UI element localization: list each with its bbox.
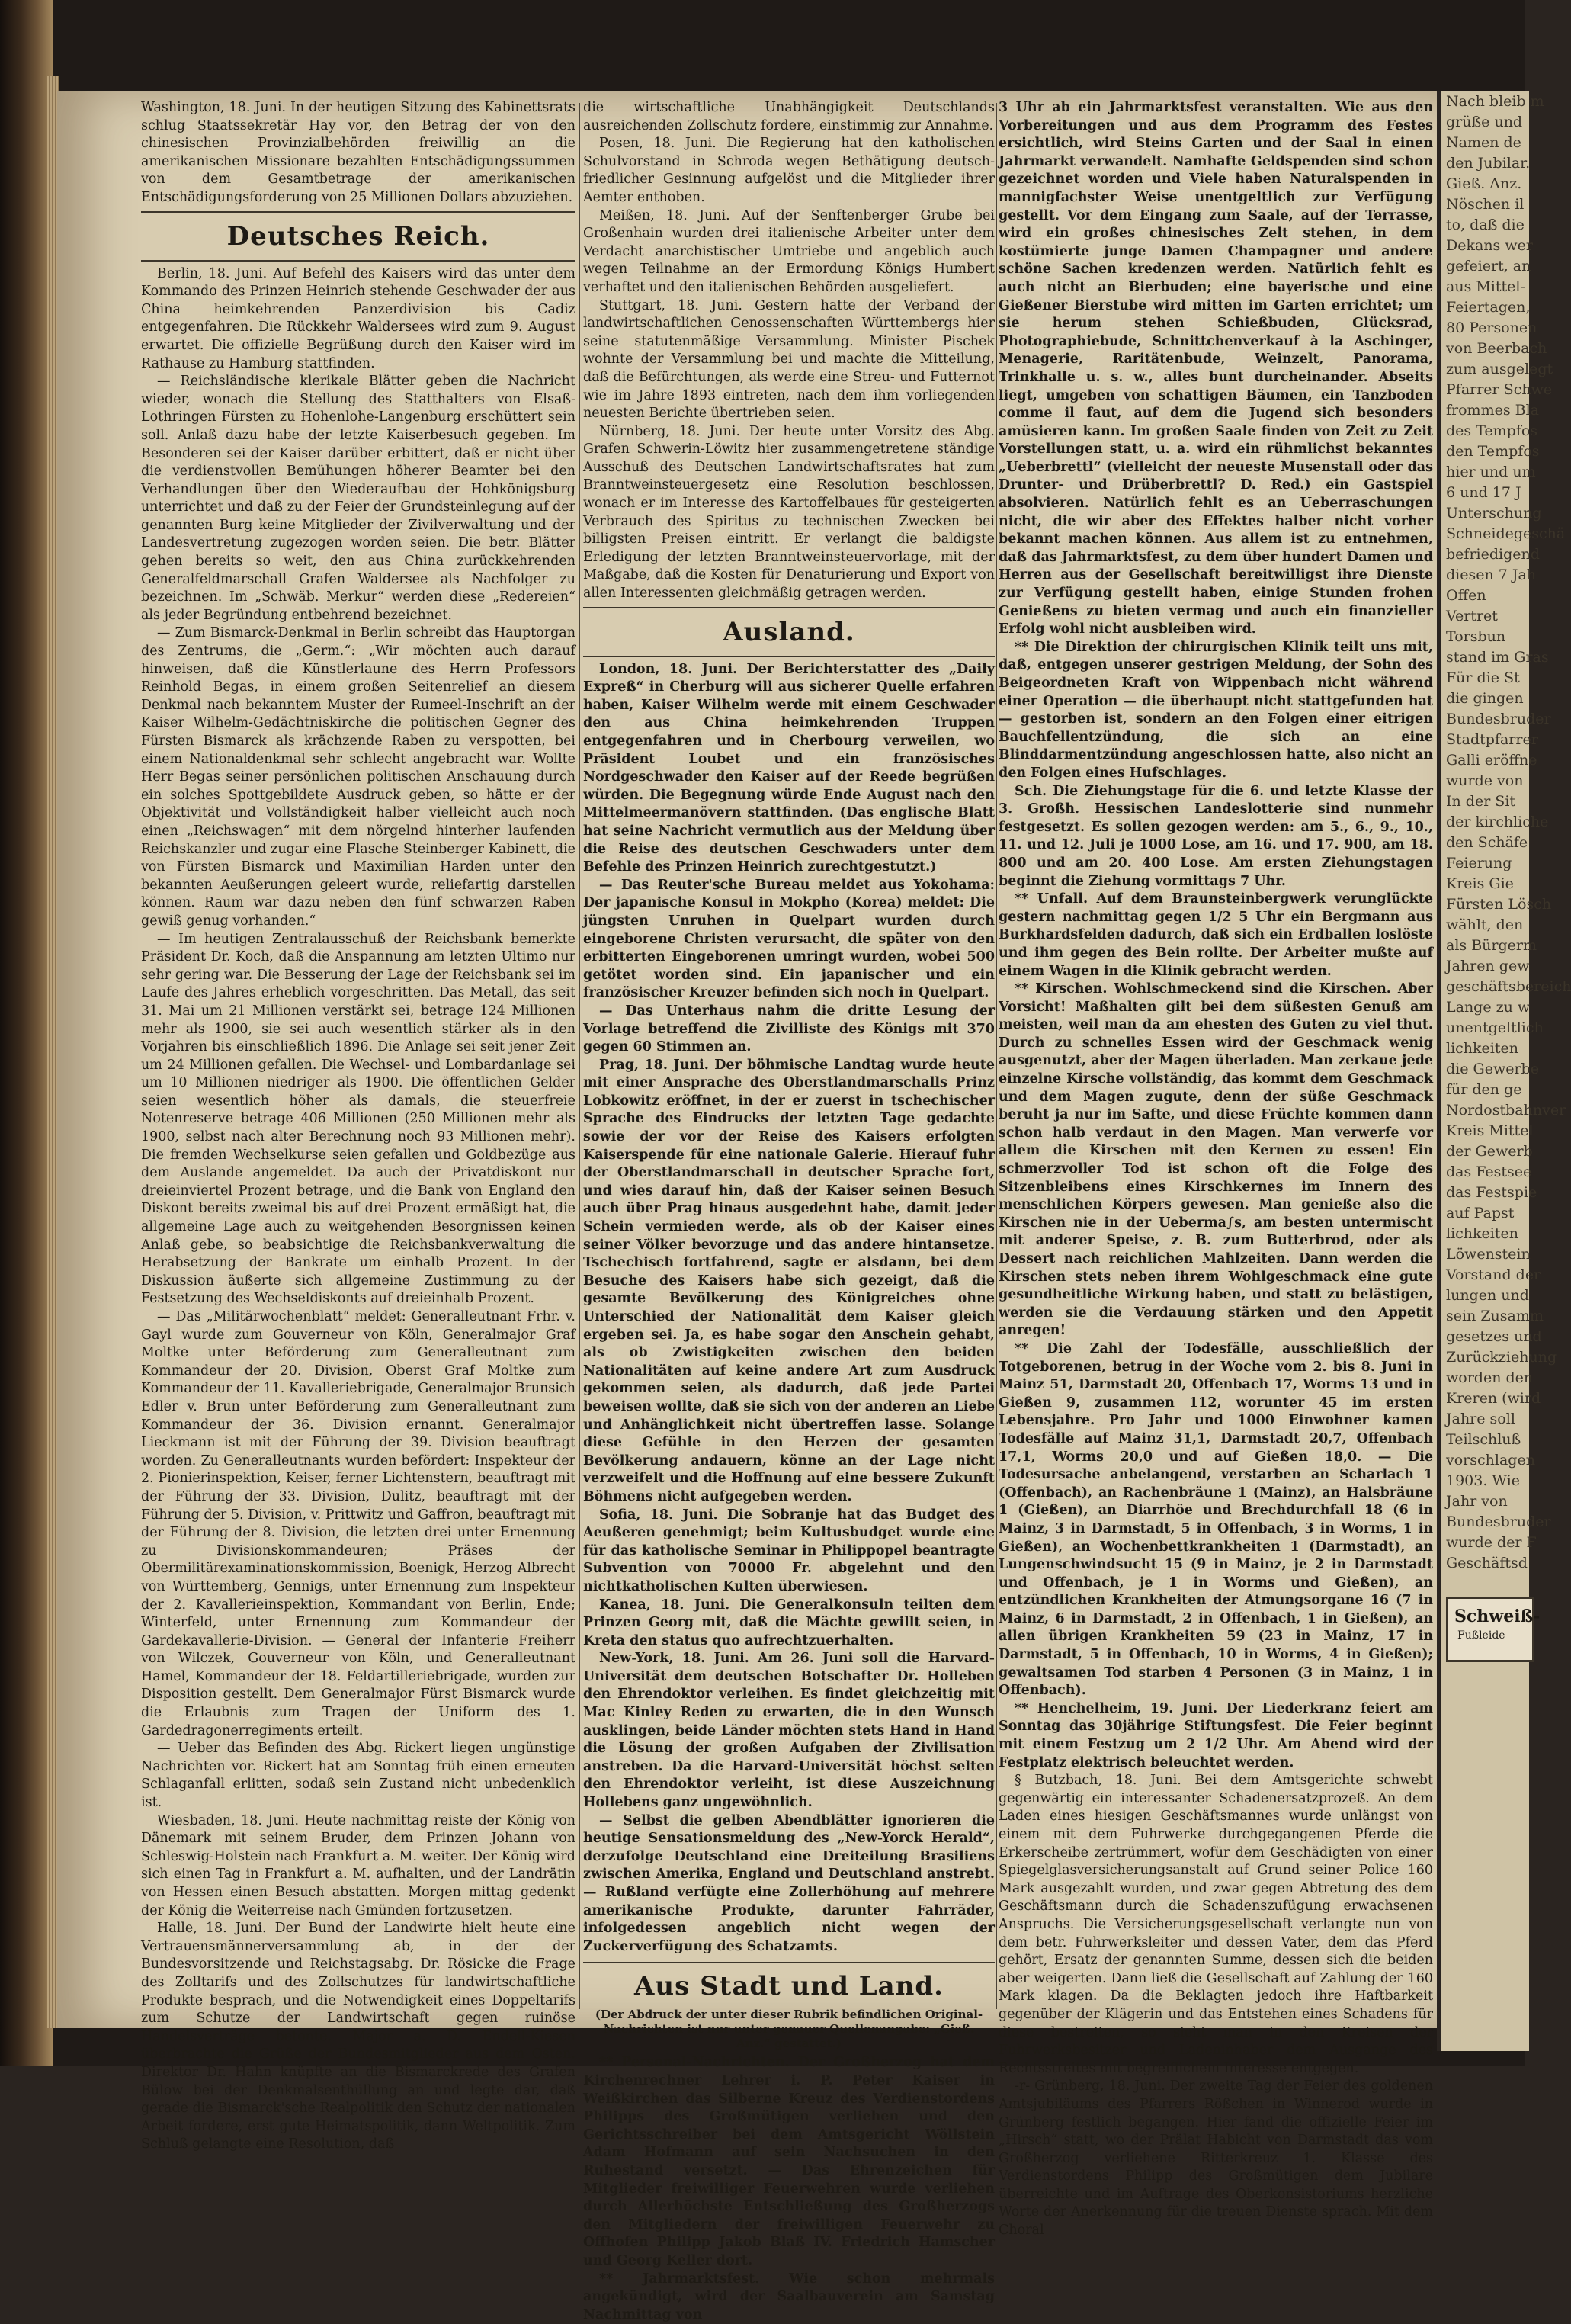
adjacent-text-fragment: vorschlagen: [1446, 1450, 1529, 1471]
adjacent-text-fragment: befriedigend: [1446, 544, 1529, 565]
adjacent-text-fragment: Kreis Mittel: [1446, 1121, 1529, 1141]
adjacent-text-fragment: Schneidegeschä: [1446, 524, 1529, 544]
adjacent-text-fragment: stand im Gras: [1446, 647, 1529, 668]
adjacent-text-fragment: für den ge: [1446, 1080, 1529, 1100]
adjacent-text-fragment: Jahr von: [1446, 1491, 1529, 1512]
divider: [583, 656, 995, 657]
adjacent-text-fragment: to, daß die: [1446, 215, 1529, 236]
adjacent-text-fragment: wurde der F: [1446, 1533, 1529, 1553]
adjacent-text-fragment: Vorstand der: [1446, 1265, 1529, 1286]
adjacent-text-fragment: hier und um: [1446, 462, 1529, 483]
section-title-aus-stadt-und-land: Aus Stadt und Land.: [583, 1966, 995, 2006]
article: — Zum Bismarck-Denkmal in Berlin schreibt das Hauptorgan des Zentrums, die „Germ.“: „Wir möchten auch darauf hinweisen, daß die Künstlerlaune des Herrn Professors Reinhold Begas, in einem großen Seitenrelief an diesem Denkmal nach bekanntem Muster der Rumeel-Inschrift an der Kaiser Wilhelm-Gedächtniskirche die politischen Gegner des Fürsten Bismarck als krächzende Raben zu verspotten, bei einem Nationaldenkmal sehr schlecht angebracht war. Wollte Herr Begas seiner persönlichen politischen Anschauung durch ein solches Spottgebildete Ausdruck geben, so hätte er der Objektivität und Vollständigkeit halber vielleicht auch noch einen „Reichswagen“ mit dem nörgelnd hinterher laufenden Reichskanzler und zugar eine Flasche Steinberger Kabinett, die von Fürsten Bismarck und Maximilian Harden unter den bekannten Aeußerungen geleert wurde, reliefartig darstellen können. Raum war dazu neben den fünf schwarzen Raben gewiß genug vorhanden.“: [141, 624, 575, 930]
adjacent-text-fragment: Kreren (wird: [1446, 1388, 1529, 1409]
adjacent-text-fragment: des Tempfos: [1446, 421, 1529, 441]
adjacent-text-fragment: das Festspie: [1446, 1183, 1529, 1203]
adjacent-text-fragment: Jahren gew: [1446, 956, 1529, 977]
adjacent-text-fragment: zum ausgelegt: [1446, 359, 1529, 380]
adjacent-text-fragment: als Bürgerm: [1446, 936, 1529, 956]
book-spine: [0, 0, 53, 2066]
article: ** Henchelheim, 19. Juni. Der Liederkranz feiert am Sonntag das 30jährige Stiftungsfest. Die Feier beginnt mit einem Festzug um 2 1/2 Uhr. Am Abend wird der Festplatz elektrisch beleuchtet werden.: [999, 1700, 1433, 1772]
article: -r- Grünberg, 18. Juni. Der zweite Tag der Feier des goldenen Amtsjubiläums des Pfarrers Rößchen in Winnerod wurde in Grünberg festlich begangen. Hier fand die offizielle Feier im „Hirsch“ statt, wo der Prälat Habicht von Darmstadt das vom Großherzog verliehene Ritterkreuz 1. Klasse des Verdienstordens Philipp des Großmütigen dem Jubilare überreichte und im Auftrage des Oberkonsistoriums herzliche Worte der Anerkennung für die treuen Dienste sprach. Mit dem Choral: [999, 2078, 1433, 2239]
reprint-notice: (Der Abdruck der unter dieser Rubrik befindlichen Original-Nachrichten ist nur unter genauer Quellenangabe: „Gieß. Anz.“ gestattet.): [583, 2008, 995, 2051]
adjacent-text-fragment: den Tempfos: [1446, 441, 1529, 462]
article: Meißen, 18. Juni. Auf der Senftenberger Grube bei Großenhain wurden drei italienische Arbeiter unter dem Verdacht anarchistischer Umtriebe und angeblich auch wegen Teilnahme an der Ermordung Königs Humbert verhaftet und den italienischen Behörden ausgeliefert.: [583, 207, 995, 297]
adjacent-text-fragment: wählt, den: [1446, 915, 1529, 936]
adjacent-text-fragment: Dekans wer: [1446, 236, 1529, 256]
adjacent-text-fragment: den Jubilar.: [1446, 153, 1529, 174]
adjacent-text-fragment: die gingen: [1446, 689, 1529, 709]
column-3: [999, 99, 1433, 2021]
adjacent-text-fragment: Vertret: [1446, 606, 1529, 627]
adjacent-text-fragment: gefeiert, an: [1446, 256, 1529, 277]
adjacent-text-fragment: aus Mittel-: [1446, 277, 1529, 297]
divider: [583, 607, 995, 608]
column-1: [141, 99, 575, 2021]
adjacent-text-fragment: Zurückziehung: [1446, 1347, 1529, 1368]
adjacent-text-fragment: unentgeltlich: [1446, 1018, 1529, 1038]
column-2: [583, 99, 995, 2021]
adjacent-text-fragment: diesen 7 Jah: [1446, 565, 1529, 586]
article: ** Kirschen. Wohlschmeckend sind die Kirschen. Aber Vorsicht! Maßhalten gilt bei dem süßesten Genuß am meisten, weil man da am ehesten des Guten zu viel thut. Durch zu schnelles Essen wird der Geschmack wenig ausgenutzt, aber der Magen überladen. Man zerkaue jede einzelne Kirsche vollständig, das kommt dem Geschmack und dem Magen zugute, denn der süße Geschmack beruht ja nur im Safte, und diese Früchte kommen dann schon halb verdaut in den Magen. Man verwerfe vor allem die Kirschen mit den Kernen zu essen! Ein schmerzvoller Tod ist schon oft die Folge des Sitzenbleibens eines Kirschkernes im Innern des menschlichen Körpers gewesen. Man genieße also die Kirschen nie in der Ueberma∫s, am besten untermischt mit anderer Speise, z. B. zum Butterbrod, oder als Dessert nach reichlichen Mahlzeiten. Dann werden die Kirschen stets neben ihrem Wohlgeschmack eine gute gesundheitliche Wirkung haben, und statt zu belästigen, werden sie die Verdauung stärken und den Appetit anregen!: [999, 981, 1433, 1340]
adjacent-text-fragment: Teilschluß: [1446, 1430, 1529, 1450]
adjacent-text-fragment: Torsbun: [1446, 627, 1529, 647]
divider: [141, 211, 575, 213]
article: ** Die Direktion der chirurgischen Klinik teilt uns mit, daß, entgegen unserer gestrigen Meldung, der Sohn des Beigeordneten Kraft von Wippenbach nicht während einer Operation — die überhaupt nicht stattgefunden hat — gestorben ist, sondern an den Folgen einer eitrigen Bauchfellentzündung, die sich an eine Blinddarmentzündung angeschlossen hatte, also nicht an den Folgen eines Hufschlages.: [999, 639, 1433, 783]
article: ** Personal-Nachrichten. Der Großherzog hat dem Kirchenrechner Lehrer i. P. Peter Kaiser in Weißkirchen das Silberne Kreuz des Verdienstordens Philipps des Großmütigen verliehen und den Gerichtsschreiber bei dem Amtsgericht Wöllstein Adam Hofmann auf sein Nachsuchen in den Ruhestand versetzt. — Das Ehrenzeichen für Mitglieder freiwilliger Feuerwehren wurde verliehen durch Allerhöchste Entschließung des Großherzogs den Mitgliedern der freiwilligen Feuerwehr zu Offhofen Philipp Jakob Blaß IV. Friedrich Hamscher und Georg Keller dort.: [583, 2054, 995, 2270]
divider: [583, 1960, 995, 1963]
article: Posen, 18. Juni. Die Regierung hat den katholischen Schulvorstand in Schroda wegen Bethätigung deutsch-friedlicher Gesinnung aufgelöst und die Mitglieder ihrer Aemter enthoben.: [583, 135, 995, 207]
adjacent-text-fragment: sein Zusamm: [1446, 1306, 1529, 1327]
adjacent-text-fragment: gesetzes und: [1446, 1327, 1529, 1347]
adjacent-text-fragment: Pfarrer Schwe: [1446, 380, 1529, 400]
article: — Das Reuter'sche Bureau meldet aus Yokohama: Der japanische Konsul in Mokpho (Korea) meldet: Die jüngsten Unruhen in Quelpart wurden durch eingeborene Christen verursacht, die später von den erbitterten Eingeborenen umringt wurden, wobei 500 getötet worden sind. Ein japanischer und ein französischer Kreuzer befinden sich noch in Quelpart.: [583, 877, 995, 1003]
adjacent-text-fragment: Stadtpfarrer: [1446, 730, 1529, 750]
adjacent-text-fragment: Feiertagen,: [1446, 297, 1529, 318]
adjacent-text-fragment: Bundesbruder: [1446, 1512, 1529, 1533]
column-rule-2: [996, 103, 997, 2009]
article: ** Jahrmarktsfest. Wie schon mehrmals angekündigt, wird der Saalbauverein am Samstag Nachmittag von: [583, 2271, 995, 2324]
article: — Im heutigen Zentralausschuß der Reichsbank bemerkte Präsident Dr. Koch, daß die Anspannung am letzten Ultimo nur sehr gering war. Die Besserung der Lage der Reichsbank sei im Laufe des Jahres erheblich vorgeschritten. Das Metall, das seit 31. Mai um 21 Millionen verstärkt sei, betrage 124 Millionen mehr als 1900, sie sei auch wesentlich stärker als in den Vorjahren bis einschließlich 1896. Die Anlage sei seit jener Zeit um 24 Millionen gefallen. Die Wechsel- und Lombardanlage sei um 10 Millionen niedriger als 1900. Die öffentlichen Gelder seien wesentlich höher als damals, die steuerfreie Notenreserve betrage 406 Millionen (250 Millionen mehr als 1900, selbst nach alter Berechnung noch 93 Millionen mehr). Die fremden Wechselkurse seien gefallen und Goldbezüge aus dem Auslande angemeldet. Da auch der Privatdiskont nur dreieinviertel Prozent betrage, und die Bank von England den Diskont bereits zweimal bis auf drei Prozent ermäßigt hat, die allgemeine Lage auch zu weitgehenden Besorgnissen keinen Anlaß gebe, so beabsichtige die Reichsbankverwaltung die Herabsetzung der Bankrate um einhalb Prozent. In der Diskussion äußerte sich allgemeine Zustimmung zu der Festsetzung des Wechseldiskonts auf dreieinhalb Prozent.: [141, 931, 575, 1308]
adjacent-text-fragment: In der Sit: [1446, 791, 1529, 812]
adjacent-text-fragment: Nöschen il: [1446, 194, 1529, 215]
article: Halle, 18. Juni. Der Bund der Landwirte hielt heute eine Vertrauensmännerversammlung ab, in der der Bundesvorsitzende und Reichstagsabg. Dr. Rösicke die Frage des Zolltarifs und des Zollschutzes für landwirtschaftliche Produkte besprach, und die Notwendigkeit eines Doppeltarifs zum Schutze der Landwirtschaft gegen ruinöse Handelsverträge betonte. Major a. D. Endell-Kiesen überbrachte die Grüße der Bundesmitglieder aus dem Osten. Direktor Dr. Hahn knüpfte an die Bismarckrede des Grafen Bülow bei der Denkmalsenthüllung an und legte dar, daß gerade die Bismarck'sche Realpolitik den Schutz der nationalen Arbeit fordere, erst gute Heimatspolitik, dann Weltpolitik. Zum Schluß gelangte eine Resolution, daß: [141, 1920, 575, 2154]
adjacent-text-fragment: der Gewerb: [1446, 1141, 1529, 1162]
adjacent-text-fragment: grüße und: [1446, 112, 1529, 133]
article: — Das „Militärwochenblatt“ meldet: Generalleutnant Frhr. v. Gayl wurde zum Gouverneur von Köln, Generalmajor Graf Moltke unter Beförderung zum Generalleutnant zum Kommandeur der 20. Division, Oberst Graf Moltke zum Kommandeur der 11. Kavalleriebrigade, Generalmajor Brunsich Edler v. Brun unter Beförderung zum Generalleutnant zum Kommandeur der 36. Division ernannt. Generalmajor Lieckmann ist mit der Führung der 39. Division beauftragt worden. Zu Generalleutnants wurden befördert: Inspekteur der 2. Pionierinspektion, Keiser, ferner Lichtenstern, beauftragt mit der Führung der 33. Division, Dulitz, beauftragt mit der Führung der 5. Division, v. Prittwitz und Gaffron, beauftragt mit der Führung der 8. Division, die letzten drei unter Ernennung zu Divisionskommandeuren; Präses der Obermilitärexaminationskommission, Boenigk, Herzog Albrecht von Württemberg, Gennigs, unter Ernennung zum Inspekteur der 2. Kavallerieinspektion, Kommandant von Berlin, Ende; Winterfeld, unter Ernennung zum Kommandeur der Gardekavallerie-Division. — General der Infanterie Freiherr von Wilczek, Gouverneur von Köln, und Generalleutnant Hamel, Kommandeur der 18. Feldartilleriebrigade, wurden zur Disposition gestellt. Dem Generalmajor Fürst Bismarck wurde die Erlaubnis zum Tragen der Uniform des 1. Gardedragonerregiments erteilt.: [141, 1308, 575, 1740]
article: Sofia, 18. Juni. Die Sobranje hat das Budget des Aeußeren genehmigt; beim Kultusbudget wurde eine für das katholische Seminar in Philippopel beantragte Subvention von 70000 Fr. abgelehnt und den nichtkatholischen Kulten überwiesen.: [583, 1507, 995, 1597]
adjacent-text-fragment: die Gewerbe: [1446, 1059, 1529, 1080]
adjacent-text-fragment: Nach bleib m: [1446, 91, 1529, 112]
adjacent-text-fragment: Löwenstein: [1446, 1244, 1529, 1265]
article: Wiesbaden, 18. Juni. Heute nachmittag reiste der König von Dänemark mit seinem Bruder, dem Prinzen Johann von Schleswig-Holstein nach Frankfurt a. M. weiter. Der König wird sich einen Tag in Frankfurt a. M. aufhalten, und der Landrätin von Hessen einen Besuch abstatten. Morgen mittag gedenkt der König die Weiterreise nach Gmünden fortzusetzen.: [141, 1812, 575, 1921]
adjacent-text-fragment: der kirchliche: [1446, 812, 1529, 833]
article: New-York, 18. Juni. Am 26. Juni soll die Harvard-Universität dem deutschen Botschafter Dr. Holleben den Ehrendoktor verleihen. Es findet gleichzeitig mit Mac Kinley Reden zu erwarten, die in den Wunsch ausklingen, beide Länder möchten stets Hand in Hand die Lösung der großen Aufgaben der Zivilisation anstreben. Da die Harvard-Universität höchst selten den Ehrendoktor verleiht, ist diese Auszeichnung Hollebens ganz ungewöhnlich.: [583, 1650, 995, 1812]
adjacent-text-fragment: auf Papst: [1446, 1203, 1529, 1224]
adjacent-text-fragment: Bundesbruder: [1446, 709, 1529, 730]
adjacent-text-fragment: geschäftsbereich: [1446, 977, 1529, 997]
article: Stuttgart, 18. Juni. Gestern hatte der Verband der landwirtschaftlichen Genossenschaften Württembergs hier seine statutenmäßige Versammlung. Minister Pischek wohnte der Versammlung bei und machte die Mitteilung, daß die Befürchtungen, als werde eine Streu- und Futternot wie im Jahre 1893 eintreten, nach dem ihm vorliegenden neuesten Berichte übertrieben seien.: [583, 297, 995, 423]
adjacent-text-fragment: Lange zu w: [1446, 997, 1529, 1018]
adjacent-text-fragment: Offen: [1446, 586, 1529, 606]
adjacent-text-fragment: Galli eröffne: [1446, 750, 1529, 771]
article: — Ueber das Befinden des Abg. Rickert liegen ungünstige Nachrichten vor. Rickert hat am Sonntag früh einen erneuten Schlaganfall erlitten, sodaß sein Zustand nicht unbedenklich ist.: [141, 1740, 575, 1812]
article-washington: Washington, 18. Juni. In der heutigen Sitzung des Kabinettsrats schlug Staatssekretär Hay vor, den Betrag der von den chinesischen Provinzialbehörden freiwillig an die amerikanischen Missionare bezahlten Entschädigungssummen von dem Gesamtbetrage der amerikanischen Entschädigungsforderung von 25 Millionen Dollars abzuziehen.: [141, 99, 575, 207]
adjacent-text-fragment: 1903. Wie: [1446, 1471, 1529, 1491]
article: Prag, 18. Juni. Der böhmische Landtag wurde heute mit einer Ansprache des Oberstlandmarschalls Prinz Lobkowitz eröffnet, in der er zuerst in tschechischer Sprache des Eindrucks der letzten Tage gedachte sowie der vor der Reise des Kaisers erfolgten Kaiserspende für eine nationale Galerie. Hierauf fuhr der Oberstlandmarschall in deutscher Sprache fort, und wies darauf hin, daß der Kaiser seinen Besuch auch über Prag hinaus ausgedehnt habe, damit jeder Schein vermieden werde, als ob der Kaiser eines seiner Völker bevorzuge und das andere hintansetze. Tschechisch fortfahrend, sagte er alsdann, bei dem Besuche des Kaisers habe sich gezeigt, daß die gesamte Bevölkerung des Königreiches ohne Unterschied der Nationalität dem Kaiser gleich ergeben sei. Ja, es habe sogar den Anschein gehabt, als ob Zwistigkeiten zwischen den beiden Nationalitäten auf keine andere Art zum Ausdruck gekommen seien, als dadurch, daß jede Partei beweisen wollte, daß sie sich von der anderen an Liebe und Anhänglichkeit nicht übertreffen lasse. Solange diese Gefühle in den Herzen der gesamten Bevölkerung andauern, könne an der Lage nicht verzweifelt und die Hoffnung auf eine bessere Zukunft Böhmens nicht aufgegeben werden.: [583, 1057, 995, 1507]
advertisement-title: Schweiß-: [1448, 1599, 1532, 1626]
adjacent-text-fragment: Für die St: [1446, 668, 1529, 689]
adjacent-text-fragment: frommes Bla: [1446, 400, 1529, 421]
adjacent-text-fragment: Namen de: [1446, 133, 1529, 153]
adjacent-text-fragment: lichkeiten: [1446, 1038, 1529, 1059]
adjacent-text-fragment: Fürsten Lösch: [1446, 894, 1529, 915]
adjacent-text-fragment: Geschäftsd: [1446, 1553, 1529, 1574]
advertisement-subtitle: Fußleide: [1448, 1626, 1532, 1642]
adjacent-text-fragment: 80 Personen: [1446, 318, 1529, 339]
article: — Das Unterhaus nahm die dritte Lesung der Vorlage betreffend die Zivilliste des Königs mit 370 gegen 60 Stimmen an.: [583, 1003, 995, 1057]
article: — Reichsländische klerikale Blätter geben die Nachricht wieder, wonach die Stellung des Statthalters von Elsaß-Lothringen Fürsten zu Hohenlohe-Langenburg erschüttert sein soll. Anlaß dazu habe der letzte Kaiserbesuch gegeben. Im Besonderen sei der Kaiser darüber erbittert, daß er nicht über die verdienstvollen Bemühungen höherer Beamter bei den Verhandlungen über den Wiederaufbau der Hohkönigsburg unterrichtet und daß zu der Feier der Grundsteinlegung auf der genannten Burg keine Mitglieder der Zivilverwaltung und der Landesvertretung zugezogen worden seien. Die betr. Blätter gehen bereits so weit, den aus China zurückkehrenden Generalfeldmarschall Grafen Waldersee als Nachfolger zu bezeichnen. Im „Schwäb. Merkur“ werden diese „Redereien“ als jeder Begründung entbehrend bezeichnet.: [141, 373, 575, 624]
article: die wirtschaftliche Unabhängigkeit Deutschlands ausreichenden Zollschutz fordere, einstimmig zur Annahme.: [583, 99, 995, 135]
article: ** Unfall. Auf dem Braunsteinbergwerk verunglückte gestern nachmittag gegen 1/2 5 Uhr ein Bergmann aus Burkhardsfelden dadurch, daß sich ein Erdballen loslöste und ihm gegen des Bein rollte. Der Arbeiter mußte auf einem Wagen in die Klinik gebracht werden.: [999, 891, 1433, 981]
article: Berlin, 18. Juni. Auf Befehl des Kaisers wird das unter dem Kommando des Prinzen Heinrich stehende Geschwader der aus China heimkehrenden Panzerdivision bis Cadiz entgegenfahren. Die Rückkehr Waldersees wird zum 9. August erwartet. Die offizielle Begrüßung durch den Kaiser wird im Rathause zu Hamburg stattfinden.: [141, 265, 575, 374]
adjacent-text-fragment: von Beerbach: [1446, 339, 1529, 359]
adjacent-text-fragment: lungen und: [1446, 1286, 1529, 1306]
article: — Selbst die gelben Abendblätter ignorieren die heutige Sensationsmeldung des „New-Yorck Herald“, derzufolge Deutschland eine Dreiteilung Brasiliens zwischen Amerika, England und Deutschland anstrebt. — Rußland verfügte eine Zollerhöhung auf mehrere amerikanische Produkte, darunter Fahrräder, infolgedessen angeblich nicht wegen der Zuckerverfügung des Schatzamts.: [583, 1812, 995, 1956]
article: Kanea, 18. Juni. Die Generalkonsuln teilten dem Prinzen Georg mit, daß die Mächte gewillt seien, in Kreta den status quo aufrechtzuerhalten.: [583, 1597, 995, 1651]
article: Sch. Die Ziehungstage für die 6. und letzte Klasse der 3. Großh. Hessischen Landeslotterie sind nunmehr festgesetzt. Es sollen gezogen werden: am 5., 6., 9., 10., 11. und 12. Juli je 1000 Lose, am 16. und 17. 900, am 18. 800 und am 20. 400 Lose. Am ersten Ziehungstagen beginnt die Ziehung vormittags 7 Uhr.: [999, 783, 1433, 891]
adjacent-text-fragment: wurde von: [1446, 771, 1529, 791]
article: 3 Uhr ab ein Jahrmarktsfest veranstalten. Wie aus den Vorbereitungen und aus dem Programm des Festes ersichtlich, wird Steins Garten und der Saal in einen Jahrmarkt verwandelt. Namhafte Geldspenden sind schon gezeichnet worden und Viele haben Naturalspenden in mannigfachster Weise unentgeltlich zur Verfügung gestellt. Vor dem Eingang zum Saale, auf der Terrasse, wird ein großes chinesisches Zelt stehen, in dem kostümierte junge Damen Champagner und andere schöne Sachen kredenzen werden. Natürlich fehlt es auch nicht an Bierbuden; eine bayerische und eine Gießener Bierstube wird mitten im Garten errichtet; um sie herum stehen Schießbuden, Glücksrad, Photographiebude, Schnittchenverkauf à la Aschinger, Menagerie, Raritätenbude, Weinzelt, Panorama, Trinkhalle u. s. w., alles bunt durcheinander. Abseits liegt, umgeben von schattigen Bäumen, ein Tanzboden comme il faut, auf dem die Jugend sich besonders amüsieren kann. Im großen Saale finden von Zeit zu Zeit Vorstellungen statt, u. a. wird ein rühmlichst bekanntes „Ueberbrettl“ (vielleicht der neueste Musenstall oder das Drunter- und Drüberbrettl? D. Red.) ein Gastspiel absolvieren. Natürlich fehlt es an Ueberraschungen nicht, die wir aber des Effektes halber nicht vorher bekannt machen können. Aus allem ist zu entnehmen, daß das Jahrmarktsfest, zu dem über hundert Damen und Herren aus der Gesellschaft bereitwilligst ihre Dienste zur Verfügung gestellt haben, einige Stunden frohen Genießens zu bieten vermag und auch ein finanzieller Erfolg wohl nicht ausbleiben wird.: [999, 99, 1433, 639]
adjacent-text-fragment: Unterschung: [1446, 503, 1529, 524]
article: ** Die Zahl der Todesfälle, ausschließlich der Totgeborenen, betrug in der Woche vom 2. bis 8. Juni in Mainz 51, Darmstadt 20, Offenbach 17, Worms 13 und in Gießen 9, zusammen 112, worunter 45 im ersten Lebensjahre. Pro Jahr und 1000 Einwohner kamen Todesfälle auf Mainz 31,1, Darmstadt 20,7, Offenbach 17,1, Worms 20,0 und auf Gießen 18,0. — Die Todesursache anbelangend, verstarben an Scharlach 1 (Offenbach), an Rachenbräune 1 (Mainz), an Halsbräune 1 (Gießen), an Diarrhöe und Brechdurchfall 18 (6 in Mainz, 3 in Darmstadt, 5 in Offenbach, 3 in Worms, 1 in Gießen), an Wochenbettkrankheiten 1 (Darmstadt), an Lungenschwindsucht 15 (9 in Mainz, je 2 in Darmstadt und Offenbach, je 1 in Worms und Gießen), an entzündlichen Krankheiten der Atmungsorgane 16 (7 in Mainz, 6 in Darmstadt, 2 in Offenbach, 1 in Gießen), an allen übrigen Krankheiten 59 (23 in Mainz, 17 in Darmstadt, 5 in Offenbach, 10 in Worms, 4 in Gießen); gewaltsamen Tod starben 4 Personen (3 in Mainz, 1 in Offenbach).: [999, 1340, 1433, 1700]
adjacent-text-fragment: worden den: [1446, 1368, 1529, 1388]
adjacent-page-text: [1441, 91, 1529, 1574]
article: London, 18. Juni. Der Berichterstatter des „Daily Expreß“ in Cherburg will aus sicherer Quelle erfahren haben, Kaiser Wilhelm werde mit einem Geschwader den aus China heimkehrenden Truppen entgegenfahren und in Cherbourg verweilen, wo Präsident Loubet und ein französisches Nordgeschwader den Kaiser auf der Reede begrüßen würden. Die Begegnung würde Ende August nach den Mittelmeermanövern stattfinden. (Das englische Blatt hat seine Nachricht vermutlich aus der Meldung über die Reise des deutschen Geschwaders unter dem Befehle des Prinzen Heinrich zurechtgestutzt.): [583, 661, 995, 877]
adjacent-text-fragment: Feierung: [1446, 853, 1529, 874]
column-rule-1: [579, 103, 580, 2009]
adjacent-text-fragment: den Schäfe: [1446, 833, 1529, 853]
article: § Butzbach, 18. Juni. Bei dem Amtsgerichte schwebt gegenwärtig ein interessanter Schadenersatzprozeß. An dem Laden eines hiesigen Geschäftsmannes wurde unlängst von einem mit dem Fuhrwerke durchgegangenen Pferde die Erkerscheibe zertrümmert, wofür dem Geschädigten von einer Spiegelglasversicherungsanstalt auf Grund seiner Police 160 Mark ausgezahlt wurden, und zwar gegen Abtretung des dem Geschäftsmann durch die Schadenszufügung erwachsenen Anspruchs. Die Versicherungsgesellschaft verlangte nun von dem betr. Fuhrwerksleiter und dessen Vater, dem das Pferd gehört, Ersatz der genannten Summe, dessen sich die beiden aber weigerten. Dann ließ die Gesellschaft auf Zahlung der 160 Mark klagen. Da die Beklagten jedoch ihre Haftbarkeit gegenüber der Klägerin und das Entstehen eines Schadens für diese bestreiten, so sieht man in den Kreisen der Fuhrwerksbesitzer und Ladeninhaber dem Ausgange des Rechtsstreites mit begreiflichem Interesse entgegen.: [999, 1772, 1433, 2078]
adjacent-page-edge: [1437, 91, 1529, 2051]
section-title-deutsches-reich: Deutsches Reich.: [141, 217, 575, 256]
adjacent-text-fragment: Jahre soll: [1446, 1409, 1529, 1430]
adjacent-text-fragment: Kreis Gie: [1446, 874, 1529, 894]
adjacent-text-fragment: lichkeiten: [1446, 1224, 1529, 1244]
advertisement-box: [1446, 1597, 1534, 1662]
divider: [141, 260, 575, 262]
adjacent-text-fragment: 6 und 17 J: [1446, 483, 1529, 503]
adjacent-text-fragment: Nordostbahnver: [1446, 1100, 1529, 1121]
adjacent-text-fragment: das Festsee: [1446, 1162, 1529, 1183]
section-title-ausland: Ausland.: [583, 612, 995, 652]
adjacent-text-fragment: Gieß. Anz.: [1446, 174, 1529, 194]
article: Nürnberg, 18. Juni. Der heute unter Vorsitz des Abg. Grafen Schwerin-Löwitz hier zusammengetretene ständige Ausschuß des Deutschen Landwirtschaftsrates hat zum Branntweinsteuergesetz eine Resolution beschlossen, wonach er im Interesse des Kartoffelbaues für gesteigerten Verbrauch des Spiritus zu technischen Zwecken bei billigsten Preisen eintritt. Er verlangt die baldigste Erledigung der letzten Branntweinsteuervorlage, mit der Maßgabe, daß die Kosten für Denaturierung und Export von allen Interessenten gleichmäßig getragen werden.: [583, 423, 995, 603]
